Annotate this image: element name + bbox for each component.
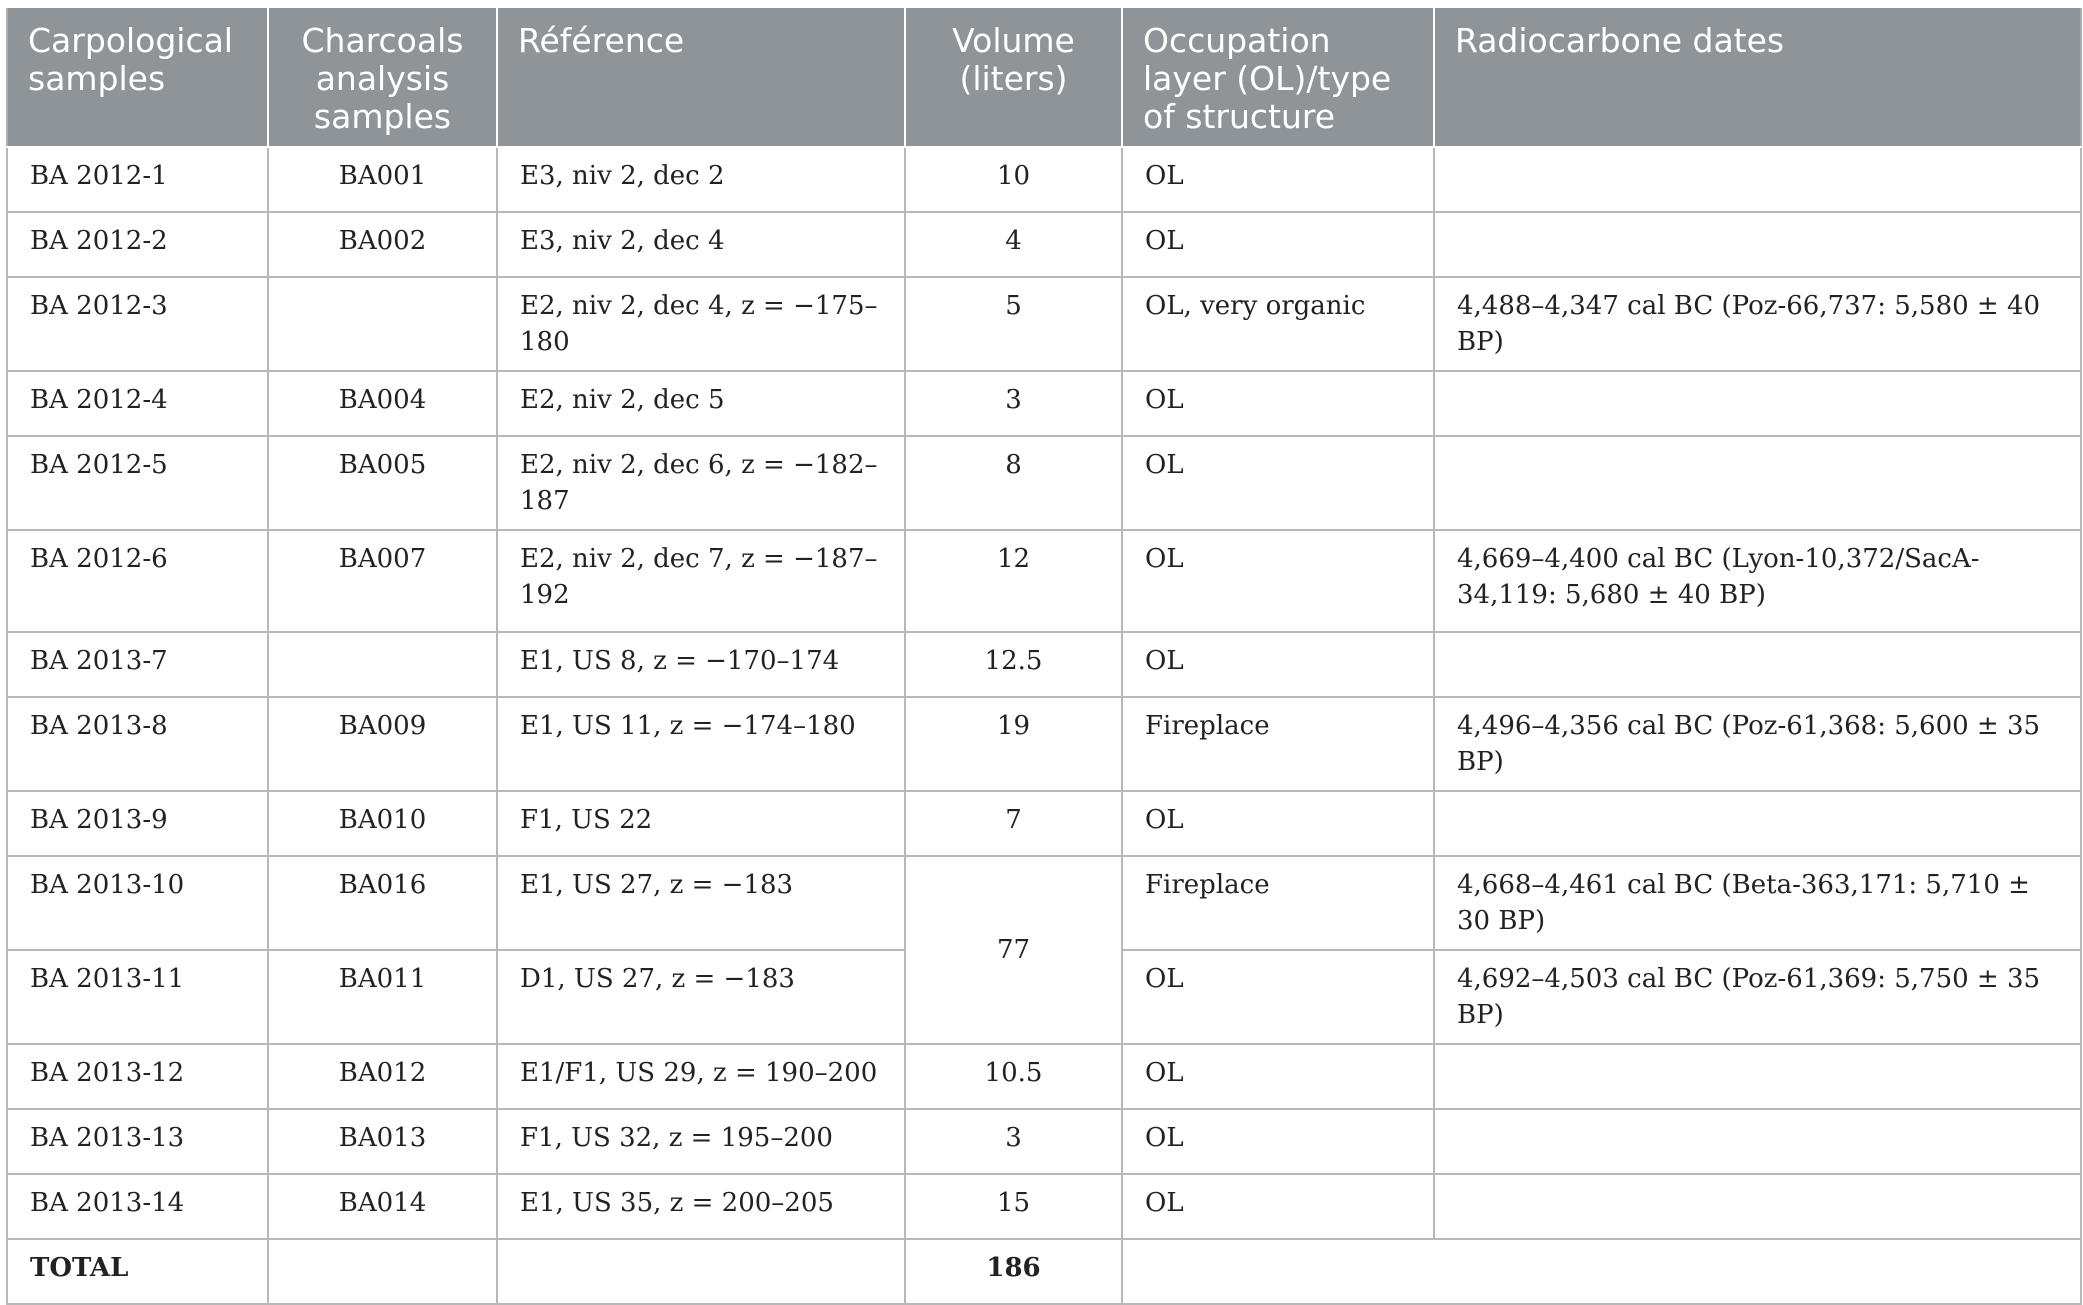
cell-volume: 4	[905, 212, 1122, 277]
cell-reference: E2, niv 2, dec 6, z = −182–187	[497, 436, 905, 530]
cell-carpological: BA 2012-5	[7, 436, 268, 530]
cell-volume-merged: 77	[905, 856, 1122, 1044]
cell-charcoal	[268, 632, 497, 697]
samples-table	[6, 8, 2082, 1305]
cell-occupation: OL	[1122, 1044, 1434, 1109]
cell-charcoal: BA007	[268, 530, 497, 632]
cell-reference: E3, niv 2, dec 4	[497, 212, 905, 277]
samples-table-wrapper	[6, 8, 2080, 1305]
total-empty-charcoal	[268, 1239, 497, 1304]
cell-occupation: OL	[1122, 436, 1434, 530]
cell-occupation: OL	[1122, 1174, 1434, 1239]
table-row	[7, 632, 2081, 697]
table-row	[7, 436, 2081, 530]
cell-dates: 4,496–4,356 cal BC (Poz-61,368: 5,600 ± 35 BP)	[1434, 697, 2081, 791]
cell-dates	[1434, 212, 2081, 277]
cell-carpological: BA 2012-4	[7, 371, 268, 436]
cell-volume: 15	[905, 1174, 1122, 1239]
cell-charcoal: BA016	[268, 856, 497, 950]
header-carpological-samples: Carpological samples	[7, 8, 268, 147]
total-volume: 186	[905, 1239, 1122, 1304]
total-label: TOTAL	[7, 1239, 268, 1304]
cell-volume: 19	[905, 697, 1122, 791]
cell-charcoal: BA009	[268, 697, 497, 791]
cell-charcoal: BA013	[268, 1109, 497, 1174]
cell-dates	[1434, 1109, 2081, 1174]
cell-dates	[1434, 371, 2081, 436]
total-empty-rest	[1122, 1239, 2081, 1304]
cell-carpological: BA 2012-2	[7, 212, 268, 277]
cell-occupation: OL	[1122, 632, 1434, 697]
header-occupation-layer: Occupation layer (OL)/type of structure	[1122, 8, 1434, 147]
cell-dates: 4,692–4,503 cal BC (Poz-61,369: 5,750 ± 35 BP)	[1434, 950, 2081, 1044]
cell-carpological: BA 2013-10	[7, 856, 268, 950]
cell-dates	[1434, 1044, 2081, 1109]
cell-occupation: OL	[1122, 147, 1434, 212]
cell-volume: 10.5	[905, 1044, 1122, 1109]
cell-charcoal: BA001	[268, 147, 497, 212]
total-empty-reference	[497, 1239, 905, 1304]
cell-occupation: OL	[1122, 1109, 1434, 1174]
cell-volume: 8	[905, 436, 1122, 530]
cell-occupation: OL	[1122, 950, 1434, 1044]
table-row	[7, 371, 2081, 436]
cell-carpological: BA 2013-7	[7, 632, 268, 697]
cell-dates: 4,668–4,461 cal BC (Beta-363,171: 5,710 ± 30 BP)	[1434, 856, 2081, 950]
cell-reference: E2, niv 2, dec 5	[497, 371, 905, 436]
cell-charcoal: BA004	[268, 371, 497, 436]
cell-charcoal: BA010	[268, 791, 497, 856]
cell-reference: E1/F1, US 29, z = 190–200	[497, 1044, 905, 1109]
cell-occupation: OL	[1122, 530, 1434, 632]
cell-carpological: BA 2013-11	[7, 950, 268, 1044]
cell-dates	[1434, 147, 2081, 212]
cell-reference: E1, US 35, z = 200–205	[497, 1174, 905, 1239]
table-header	[7, 8, 2081, 147]
cell-carpological: BA 2013-13	[7, 1109, 268, 1174]
cell-reference: E2, niv 2, dec 7, z = −187–192	[497, 530, 905, 632]
cell-dates: 4,669–4,400 cal BC (Lyon-10,372/SacA-34,119: 5,680 ± 40 BP)	[1434, 530, 2081, 632]
cell-occupation: OL, very organic	[1122, 277, 1434, 371]
table-row	[7, 212, 2081, 277]
cell-dates	[1434, 632, 2081, 697]
cell-occupation: OL	[1122, 371, 1434, 436]
cell-charcoal: BA014	[268, 1174, 497, 1239]
cell-volume: 5	[905, 277, 1122, 371]
cell-occupation: OL	[1122, 791, 1434, 856]
cell-occupation: Fireplace	[1122, 856, 1434, 950]
table-row	[7, 147, 2081, 212]
cell-volume: 12.5	[905, 632, 1122, 697]
cell-dates	[1434, 436, 2081, 530]
cell-occupation: OL	[1122, 212, 1434, 277]
cell-volume: 12	[905, 530, 1122, 632]
header-row	[7, 8, 2081, 147]
table-row	[7, 277, 2081, 371]
cell-occupation: Fireplace	[1122, 697, 1434, 791]
cell-reference: E1, US 27, z = −183	[497, 856, 905, 950]
cell-reference: F1, US 22	[497, 791, 905, 856]
table-row	[7, 1109, 2081, 1174]
cell-volume: 3	[905, 1109, 1122, 1174]
header-charcoals-analysis-samples: Charcoals analysis samples	[268, 8, 497, 147]
cell-reference: E1, US 8, z = −170–174	[497, 632, 905, 697]
table-row	[7, 530, 2081, 632]
cell-carpological: BA 2012-6	[7, 530, 268, 632]
cell-reference: E3, niv 2, dec 2	[497, 147, 905, 212]
table-row	[7, 791, 2081, 856]
cell-carpological: BA 2013-9	[7, 791, 268, 856]
header-volume: Volume (liters)	[905, 8, 1122, 147]
cell-charcoal	[268, 277, 497, 371]
cell-charcoal: BA012	[268, 1044, 497, 1109]
cell-carpological: BA 2012-3	[7, 277, 268, 371]
table-row	[7, 856, 2081, 950]
cell-volume: 3	[905, 371, 1122, 436]
cell-charcoal: BA002	[268, 212, 497, 277]
cell-charcoal: BA011	[268, 950, 497, 1044]
cell-reference: D1, US 27, z = −183	[497, 950, 905, 1044]
cell-reference: F1, US 32, z = 195–200	[497, 1109, 905, 1174]
cell-reference: E1, US 11, z = −174–180	[497, 697, 905, 791]
cell-volume: 7	[905, 791, 1122, 856]
cell-reference: E2, niv 2, dec 4, z = −175–180	[497, 277, 905, 371]
total-row	[7, 1239, 2081, 1304]
cell-dates: 4,488–4,347 cal BC (Poz-66,737: 5,580 ± 40 BP)	[1434, 277, 2081, 371]
cell-carpological: BA 2012-1	[7, 147, 268, 212]
table-row	[7, 1174, 2081, 1239]
table-row	[7, 1044, 2081, 1109]
header-reference: Référence	[497, 8, 905, 147]
cell-dates	[1434, 791, 2081, 856]
table-body	[7, 147, 2081, 1304]
cell-carpological: BA 2013-12	[7, 1044, 268, 1109]
cell-charcoal: BA005	[268, 436, 497, 530]
cell-volume: 10	[905, 147, 1122, 212]
cell-carpological: BA 2013-8	[7, 697, 268, 791]
table-row	[7, 697, 2081, 791]
cell-dates	[1434, 1174, 2081, 1239]
cell-carpological: BA 2013-14	[7, 1174, 268, 1239]
header-radiocarbone-dates: Radiocarbone dates	[1434, 8, 2081, 147]
